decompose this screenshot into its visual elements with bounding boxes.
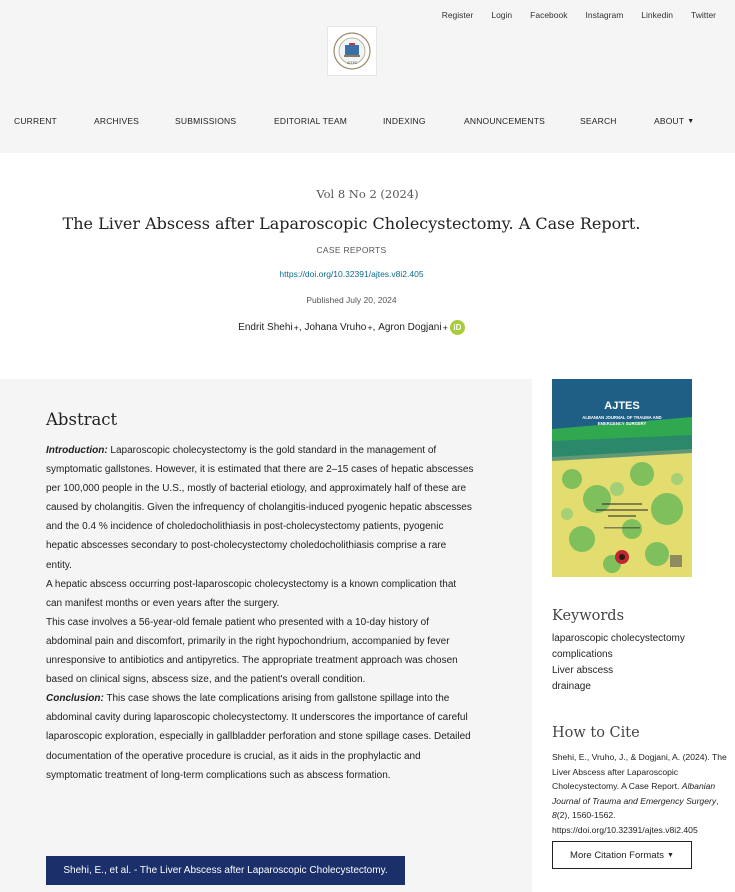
author-name[interactable]: Johana Vruho [304,322,367,333]
author-mark: + [367,322,373,333]
more-formats-label: More Citation Formats [570,849,665,861]
keywords-list [552,631,685,695]
nav-submissions[interactable]: SUBMISSIONS [175,116,237,126]
nav-editorial-team[interactable]: EDITORIAL TEAM [274,116,348,126]
keyword-item: laparoscopic cholecystectomy [552,633,685,644]
logo-text: AJTES [347,61,357,65]
twitter-link[interactable]: Twitter [690,10,716,20]
caret-down-icon: ▼ [687,118,695,125]
main-nav [14,116,694,126]
how-to-cite-heading: How to Cite [552,725,640,741]
doi-link[interactable]: https://doi.org/10.32391/ajtes.v8i2.405 [279,269,424,279]
issue-label: Vol 8 No 2 (2024) [316,187,419,201]
abstract-body [46,441,474,785]
journal-logo[interactable] [327,26,377,76]
journal-cover-image[interactable] [552,379,692,577]
login-link[interactable]: Login [491,10,513,20]
cover-journal-line-2: EMERGENCY SURGERY [597,421,647,426]
caret-down-icon: ▼ [667,851,674,859]
site-header [0,0,735,153]
abstract-panel [0,379,532,892]
author-separator: , [298,322,305,333]
author-mark: + [293,322,299,333]
cover-journal-short: AJTES [604,400,640,412]
citation-volume: 8 [552,810,557,820]
citation-prefix: Shehi, E., Vruho, J., & Dogjani, A. (2024). The Liver Abscess after Laparoscopic Cholecystectomy. A Case Report. [552,752,727,791]
user-links [442,10,716,20]
abstract-intro [46,441,474,575]
nav-search[interactable]: SEARCH [580,116,617,126]
nav-announcements[interactable]: ANNOUNCEMENTS [464,116,545,126]
keyword-item: complications [552,649,613,660]
more-citation-formats-button[interactable] [552,841,692,869]
nav-archives[interactable]: ARCHIVES [94,116,140,126]
nav-about-label: ABOUT [654,116,685,126]
intro-text: Laparoscopic cholecystectomy is the gold standard in the management of symptomatic gallstones. However, it is estimated that there are 2–15 cases of hepatic abscesses per 100,000 people in the U.S., mostly of bacterial etiology, and approximately half of these are caused by cholangitis. Given the infrequency of cholangitis-induced pyogenic hepatic abscesses and the 0.4 % incidence of choledocholithiasis in post-cholecystectomy patients, pyogenic hepatic abscesses secondary to post-cholecystectomy choledocholithiasis comprise a rare entity. [46,445,474,571]
cover-journal-line-1: ALBANIAN JOURNAL OF TRAUMA AND [582,415,662,420]
author-separator: , [372,322,379,333]
nav-indexing[interactable]: INDEXING [383,116,426,126]
conclusion-text: This case shows the late complications arising from gallstone spillage into the abdominal cavity during laparoscopic cholecystectomy. It underscores the importance of careful laparoscopic exploration, especially in gallbladder perforation and stone spillage cases. Detailed documentation of the operative procedure is crucial, as it aids in the prophylactic and symptomatic treatment of long-term complications such as abscess formation. [46,693,471,781]
facebook-link[interactable]: Facebook [530,10,568,20]
nav-current[interactable]: CURRENT [14,116,57,126]
citation-text [552,750,732,837]
author-name[interactable]: Agron Dogjani [378,322,442,333]
abstract-conclusion [46,689,474,784]
cover-graphic [552,379,692,577]
citation-separator: , [716,795,719,806]
linkedin-link[interactable]: Linkedin [641,10,673,20]
article-header [0,153,735,379]
abstract-heading: Abstract [46,410,118,429]
abstract-para-2: A hepatic abscess occurring post-laparoscopic cholecystectomy is a known complication that can manifest months or even years after the surgery. [46,578,457,609]
nav-about[interactable] [654,116,694,126]
keywords-heading: Keywords [552,608,625,624]
author-mark: + [442,322,448,333]
published-date: Published July 20, 2024 [306,295,397,305]
intro-label: Introduction: [46,445,108,456]
logo-seal-icon [332,31,372,71]
sidebar [532,379,735,892]
citation-rest: (2), 1560-1562. https://doi.org/10.32391/ajtes.v8i2.405 [552,810,698,835]
register-link[interactable]: Register [441,10,474,20]
instagram-link[interactable]: Instagram [585,10,624,20]
conclusion-label: Conclusion: [46,693,104,705]
article-title: The Liver Abscess after Laparoscopic Cholecystectomy. A Case Report. [62,214,641,233]
keyword-item: drainage [552,681,591,692]
keyword-item: Liver abscess [552,665,614,676]
author-name[interactable]: Endrit Shehi [238,322,293,333]
citation-bar-button[interactable]: Shehi, E., et al. - The Liver Abscess after Laparoscopic Cholecystectomy. [46,856,405,885]
citation-journal: Albanian Journal of Trauma and Emergency Surgery [552,781,717,806]
author-list [0,320,703,335]
abstract-para-3: This case involves a 56-year-old female patient who presented with a 10-day history of abdominal pain and discomfort, primarily in the right hypochondrium, accompanied by fever unresponsive to antibiotics and antipyretics. The appropriate treatment approach was chosen based on clinical signs, abscess size, and the patient's overall condition. [46,616,458,686]
orcid-icon[interactable]: iD [450,320,465,335]
section-label: CASE REPORTS [316,245,387,255]
